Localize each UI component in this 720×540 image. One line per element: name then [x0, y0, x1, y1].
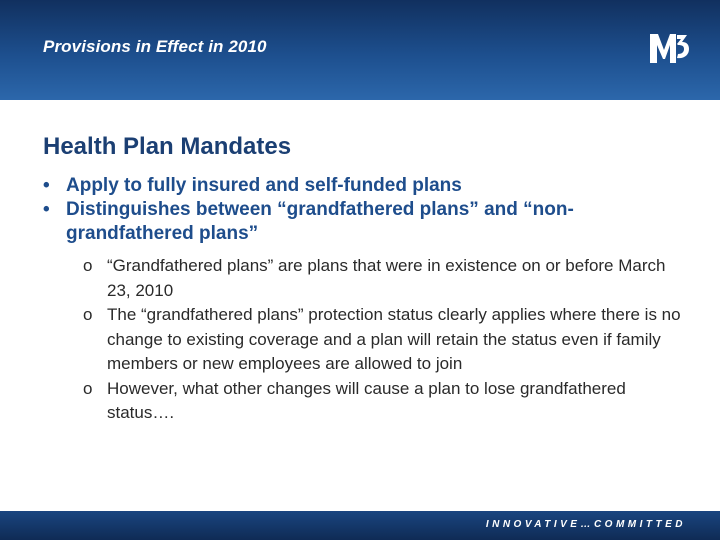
bullet-text: Distinguishes between “grandfathered plans” and “non-grandfathered plans” [66, 199, 574, 244]
bullet-item [43, 174, 683, 198]
footer-band [0, 511, 720, 540]
footer-tagline: INNOVATIVE…COMMITTED [485, 519, 686, 530]
sub-bullet-text: The “grandfathered plans” protection status clearly applies where there is no change to existing coverage and a plan will retain the status even if family members or new employees are allowed to join [107, 305, 681, 373]
header-title: Provisions in Effect in 2010 [43, 37, 267, 56]
bullet-list [43, 174, 683, 426]
sub-bullet-circle-icon: o [83, 256, 93, 275]
sub-bullet-circle-icon: o [83, 305, 93, 324]
sub-bullet-text: However, what other changes will cause a plan to lose grandfathered status…. [107, 378, 626, 422]
header-band [0, 0, 720, 100]
m3-logo [648, 30, 690, 66]
sub-bullet-item [63, 377, 683, 426]
bullet-text: Apply to fully insured and self-funded plans [66, 175, 462, 196]
bullet-dot-icon: • [43, 175, 50, 196]
bullet-dot-icon: • [43, 199, 50, 220]
slide-title: Health Plan Mandates [43, 133, 292, 160]
logo-text: M3 [648, 30, 650, 31]
sub-bullet-circle-icon: o [83, 378, 93, 398]
sub-bullet-text: “Grandfathered plans” are plans that were in existence on or before March 23, 2010 [107, 256, 666, 300]
sub-bullet-item [63, 254, 683, 303]
sub-bullet-list [63, 254, 683, 426]
sub-bullet-item [63, 303, 683, 377]
bullet-item [43, 198, 683, 246]
